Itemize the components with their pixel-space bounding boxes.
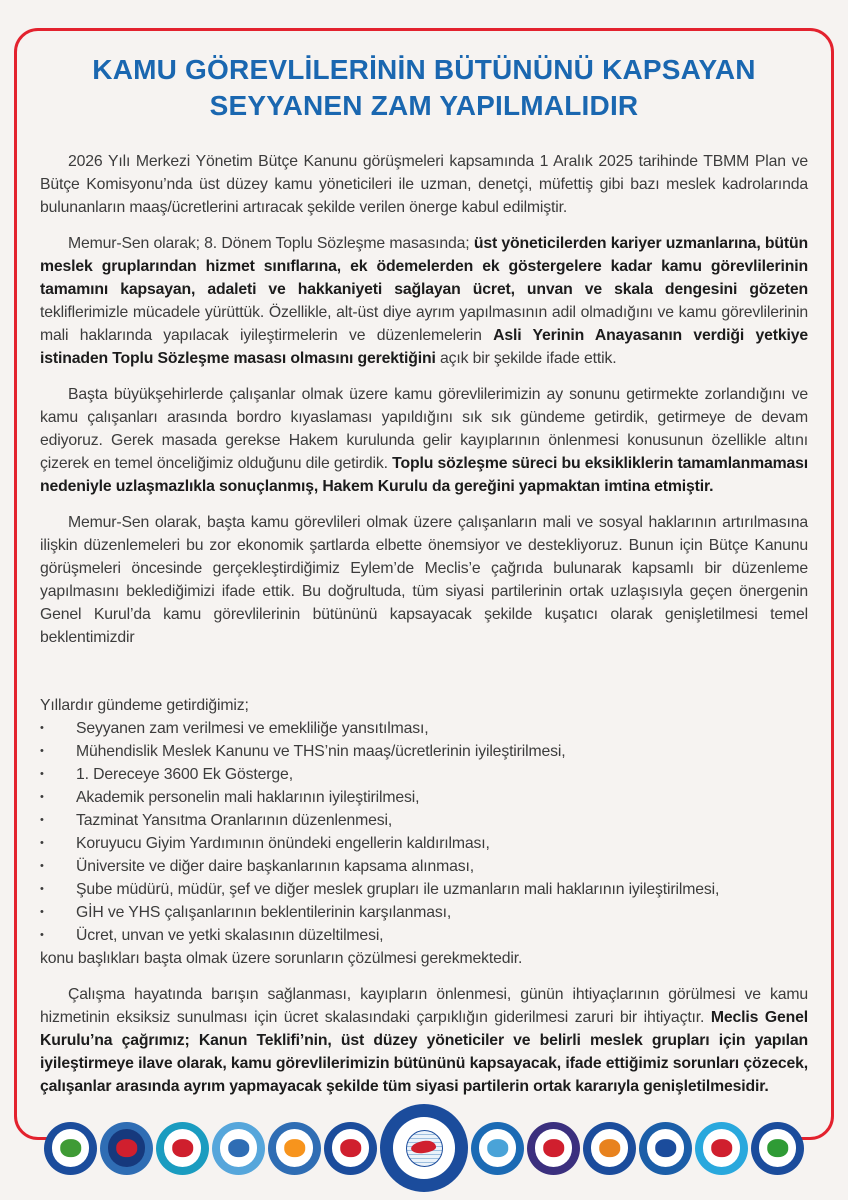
list-item [40,855,808,878]
union-logo-buro-memur-sen [268,1122,321,1175]
text-segment: açık bir şekilde ifade ettik. [439,350,617,367]
logo-inner-ring [393,1117,455,1179]
union-logo-emekli-memur-sen [751,1122,804,1175]
emblem-icon [767,1139,789,1157]
spacer [40,662,808,694]
bullet-icon: • [40,814,44,826]
logo-inner-ring [535,1129,572,1166]
union-logo-egitim-bir-sen [324,1122,377,1175]
logo-inner-ring [164,1129,201,1166]
emblem-icon [711,1139,733,1157]
list-item-text: Koruyucu Giyim Yardımının önündeki engellerin kaldırılması, [76,835,490,852]
paragraph [40,383,808,498]
logo-inner-ring [332,1129,369,1166]
text-segment: 2026 Yılı Merkezi Yönetim Bütçe Kanunu görüşmeleri kapsamında 1 Aralık 2025 tarihinde TBMM Plan ve Bütçe Komisyonu’nda üst düzey kamu yöneticileri ile uzman, denetçi, müfettiş gibi bazı meslek kadrolarında bulunanların maaş/ücretlerini artıracak şekilde verilen önerge kabul edilmiştir. [40,153,808,216]
spacer [40,970,808,983]
union-logo-toc-bir-sen [583,1122,636,1175]
text-segment: Memur-Sen olarak; 8. Dönem Toplu Sözleşme masasında; [68,235,474,252]
paragraph [40,511,808,649]
globe-icon [406,1130,443,1167]
union-logo-saglik-sen [471,1122,524,1175]
bullet-icon: • [40,745,44,757]
list-item [40,878,808,901]
bullet-icon: • [40,883,44,895]
bullet-icon: • [40,929,44,941]
page-title-line2: SEYYANEN ZAM YAPILMALIDIR [209,90,639,121]
emblem-icon [228,1139,250,1157]
paragraph [40,983,808,1098]
emblem-icon [655,1139,677,1157]
text-segment: Asli Yerinin Anayasanın verdiği yetkiye istinaden Toplu Sözleşme masası olmasını gerektiğini [40,327,808,367]
list-item [40,924,808,947]
paragraph [40,150,808,219]
logo-inner-ring [220,1129,257,1166]
logo-inner-ring [703,1129,740,1166]
bullet-icon: • [40,906,44,918]
bullet-icon: • [40,837,44,849]
bullet-list [40,717,808,947]
logo-inner-ring [52,1129,89,1166]
emblem-icon [172,1139,194,1157]
list-item [40,832,808,855]
text-segment: Toplu sözleşme süreci bu eksikliklerin tamamlanmaması nedeniyle uzlaşmazlıkla sonuçlanmış, Hakem Kurulu da gereğini yapmaktan imtina etmiştir. [40,455,809,495]
text-segment: üst yöneticilerden kariyer uzmanlarına, bütün meslek gruplarından hizmet sınıflarına, ek ödemelerden ek göstergelere kadar kamu görevlilerinin tamamını kapsayan, adaleti ve hakkaniyeti sağlayan ücret, unvan ve skala dengesini gözeten [40,235,808,298]
text-segment: Başta büyükşehirlerde çalışanlar olmak üzere kamu görevlilerimizin ay sonunu getirmekte zorlandığını ve kamu çalışanları arasında bordro kıyaslaması yapıldığını sık sık gündeme getirdik, getirmeye de devam ediyoruz. Gerek masada gerekse Hakem kurulunda gelir kayıplarının önlenmesi konusunun özellikle altını çizerek en temel önceliğimiz olduğunu dile getirdik. [40,386,808,472]
logo-inner-ring [276,1129,313,1166]
list-item-text: Tazminat Yansıtma Oranlarının düzenlenmesi, [76,812,393,829]
union-logo-bayindir-memur-sen [639,1122,692,1175]
union-logo-diyanet-sen [527,1122,580,1175]
emblem-icon [340,1139,362,1157]
bullet-icon: • [40,791,44,803]
logo-inner-ring [591,1129,628,1166]
bullet-icon: • [40,860,44,872]
text-segment: Memur-Sen olarak, başta kamu görevlileri olmak üzere çalışanların mali ve sosyal haklarının artırılmasına ilişkin düzenlemeleri bu zor ekonomik şartlarda elbette önemsiyor ve destekliyoruz. Bunun için Bütçe Kanunu görüşmeleri öncesinde gerçekleştirdiğimiz Eylem’de Meclis’e çağrıda bulunarak kapsamlı bir düzenleme yapılmasını beklediğimizi ifade ettik. Bu doğrultuda, tüm siyasi partilerinin ortak uzlaşısıyla geçen önergenin Genel Kurul’da kamu görevlilerinin bütününü kapsayacak şekilde kuşatıcı olarak genişletilmesi temel beklentimizdir [40,514,808,646]
list-item [40,763,808,786]
page-title-line1: KAMU GÖREVLİLERİNİN BÜTÜNÜNÜ KAPSAYAN [92,54,756,85]
text-segment: tekliflerimizle mücadele yürüttük. Özellikle, alt-üst diye ayrım yapılmasının adil olmadığını ve kamu görevlilerinin mali haklarında yapılacak iyileştirmelerin ve düzenlemelerin [40,304,808,344]
text-line: konu başlıkları başta olmak üzere sorunların çözülmesi gerekmektedir. [40,950,523,967]
emblem-icon [487,1139,509,1157]
logo-inner-ring [759,1129,796,1166]
list-item-text: Mühendislik Meslek Kanunu ve THS’nin maaş/ücretlerinin iyileştirilmesi, [76,743,566,760]
text-segment: Çalışma hayatında barışın sağlanması, kayıpların önlenmesi, günün ihtiyaçlarının görülmesi ve kamu hizmetinin eksiksiz sunulması için ücret skalasındaki çarpıklığın giderilmesi zaruri bir ihtiyaçtır. [40,986,808,1026]
emblem-icon [599,1139,621,1157]
document-body [40,150,808,1098]
text-segment: Meclis Genel Kurulu’na çağrımız; Kanun Teklifi’nin, üst düzey yöneticiler ve belirli meslek grupları için yapılan iyileştirmeye ilave olarak, kamu görevlilerimizin bütününü kapsayacak, ifade ettiğimiz sorunları çözecek, çalışanlar arasında ayrım yapmayacak şekilde tüm siyasi partilerin ortak kararıyla genişletilmesidir. [40,1009,808,1095]
union-logo-enerji-bir-sen [156,1122,209,1175]
document-content [40,52,808,1111]
list-item [40,717,808,740]
bullet-icon: • [40,768,44,780]
list-item-text: Seyyanen zam verilmesi ve emekliliğe yansıtılması, [76,720,429,737]
list-item-text: Akademik personelin mali haklarının iyileştirilmesi, [76,789,420,806]
turkey-map-icon [411,1140,437,1154]
list-item [40,740,808,763]
bullet-icon: • [40,722,44,734]
emblem-icon [116,1139,138,1157]
union-logo-bem-bir-sen [212,1122,265,1175]
list-item [40,809,808,832]
list-item-text: Ücret, unvan ve yetki skalasının düzeltilmesi, [76,927,384,944]
union-logo-birlik-haber-sen [100,1122,153,1175]
text-line: Yıllardır gündeme getirdiğimiz; [40,697,249,714]
logo-inner-ring [479,1129,516,1166]
logo-inner-ring [108,1129,145,1166]
emblem-icon [543,1139,565,1157]
logo-inner-ring [647,1129,684,1166]
list-item-text: Üniversite ve diğer daire başkanlarının kapsama alınması, [76,858,474,875]
union-logo-ulastirma-memur-sen [695,1122,748,1175]
list-item-text: Şube müdürü, müdür, şef ve diğer meslek grupları ile uzmanların mali haklarının iyileştirilmesi, [76,881,720,898]
paragraph [40,232,808,370]
list-item-text: 1. Dereceye 3600 Ek Gösterge, [76,766,293,783]
emblem-icon [60,1139,82,1157]
list-item [40,786,808,809]
list-item-text: GİH ve YHS çalışanlarının beklentilerinin karşılanması, [76,904,452,921]
emblem-icon [284,1139,306,1157]
union-logos-strip [0,1103,848,1193]
union-logo-memur-sen [380,1104,468,1192]
union-logo-kultur-memur-sen [44,1122,97,1175]
list-item [40,901,808,924]
page-title [40,52,808,124]
